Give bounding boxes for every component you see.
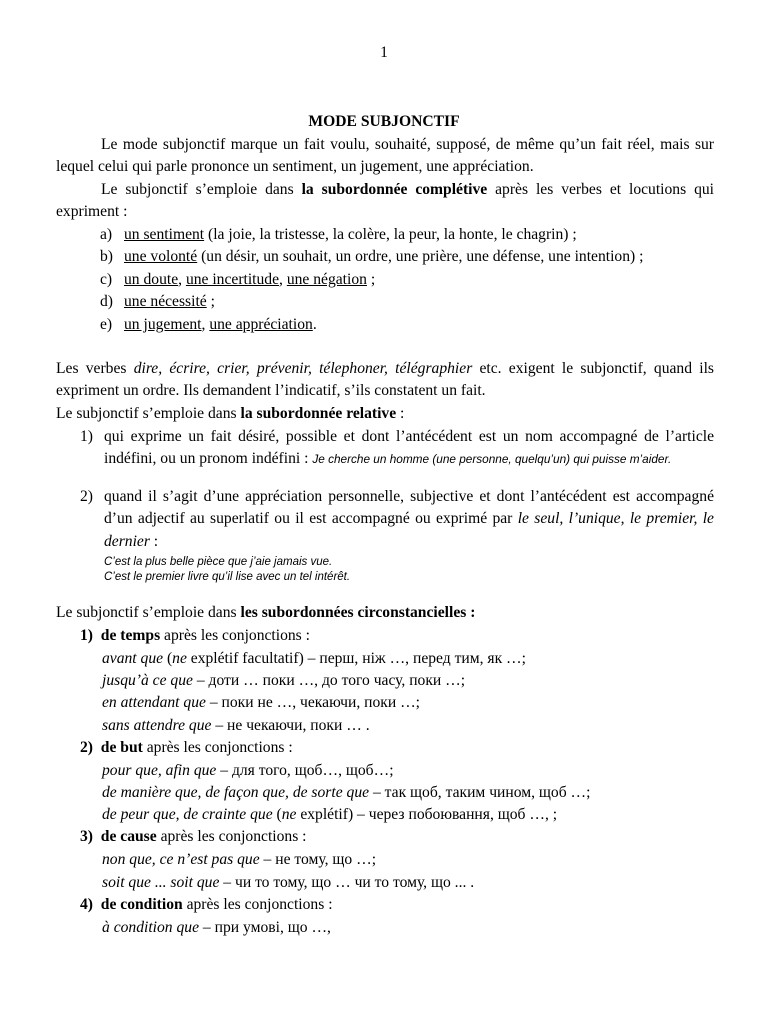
circ-group-condition: 4) de condition après les conjonctions :: [80, 896, 333, 913]
conjunction-line: de manière que, de façon que, de sorte que – так щоб, таким чином, щоб …;: [102, 784, 591, 801]
example-sentence: Je cherche un homme (une personne, quelqu’un) qui puisse m’aider.: [312, 452, 672, 467]
completive-paragraph: Le subjonctif s’emploie dans la subordonnée complétive après les verbes et locutions qui expriment :: [56, 181, 715, 221]
circ-heading: Le subjonctif s’emploie dans les subordonnées circonstancielles :: [56, 604, 476, 621]
intro-paragraph: Le mode subjonctif marque un fait voulu, souhaité, supposé, de même qu’un fait réel, mais sur lequel celui qui parle prononce un sentiment, un jugement, une appréciation.: [56, 136, 714, 176]
list-item: b) une volonté (un désir, un souhait, un ordre, une prière, une défense, une intention) ;: [100, 248, 644, 266]
circ-group-cause: 3) de cause après les conjonctions :: [80, 828, 307, 845]
example-sentence: C’est la plus belle pièce que j’aie jamais vue.: [104, 556, 333, 568]
conjunction-line: à condition que – при умові, що …,: [102, 919, 331, 936]
conjunction-line: jusqu’à ce que – доти … поки …, до того часу, поки …;: [102, 672, 466, 689]
list-item: a) un sentiment (la joie, la tristesse, la colère, la peur, la honte, le chagrin) ;: [100, 226, 577, 243]
list-item: d) une nécessité ;: [100, 293, 215, 311]
conjunction-line: en attendant que – поки не …, чекаючи, поки …;: [102, 694, 421, 711]
page-number: 1: [380, 44, 388, 61]
list-item: e) un jugement, une appréciation.: [100, 315, 317, 333]
conjunction-line: de peur que, de crainte que (ne explétif) – через побоювання, щоб …, ;: [102, 806, 558, 823]
completive-term: la subordonnée complétive: [301, 181, 488, 198]
completive-list: [100, 224, 714, 336]
conjunction-line: sans attendre que – не чекаючи, поки … .: [102, 717, 370, 734]
relative-heading: Le subjonctif s’emploie dans la subordonnée relative :: [56, 405, 405, 422]
list-item: 1) qui exprime un fait désiré, possible et dont l’antécédent est un nom accompagné de l’article indéfini, ou un pronom indéfini : Je cherche un homme (une personne, quelqu’un) qui puisse m’aider.: [80, 428, 714, 468]
page-title: MODE SUBJONCTIF: [308, 113, 460, 130]
list-item: 2) quand il s’agit d’une appréciation personnelle, subjective et dont l’antécédent est accompagné d’un adjectif au superlatif ou il est accompagné ou exprimé par le seul, l’unique, le premier, le dernier :: [80, 488, 714, 550]
conjunction-line: pour que, afin que – для того, щоб…, щоб…;: [102, 762, 394, 779]
relative-list: [80, 426, 714, 471]
circ-group-but: 2) de but après les conjonctions :: [80, 739, 293, 756]
conjunction-line: non que, ce n’est pas que – не тому, що …;: [102, 851, 377, 868]
conjunction-line: soit que ... soit que – чи то тому, що … чи то тому, що ... .: [102, 874, 475, 891]
circ-group-temps: 1) de temps après les conjonctions :: [80, 627, 310, 644]
verbs-paragraph: Les verbes dire, écrire, crier, prévenir, télephoner, télégraphier etc. exigent le subjonctif, quand ils expriment un ordre. Ils demandent l’indicatif, s’ils constatent un fait.: [56, 360, 714, 400]
relative-list-2: [80, 486, 714, 553]
example-sentence: C’est le premier livre qu’il lise avec un tel intérêt.: [104, 571, 351, 583]
list-item: c) un doute, une incertitude, une négation ;: [100, 270, 376, 288]
conjunction-line: avant que (ne explétif facultatif) – перш, ніж …, перед тим, як …;: [102, 650, 526, 667]
